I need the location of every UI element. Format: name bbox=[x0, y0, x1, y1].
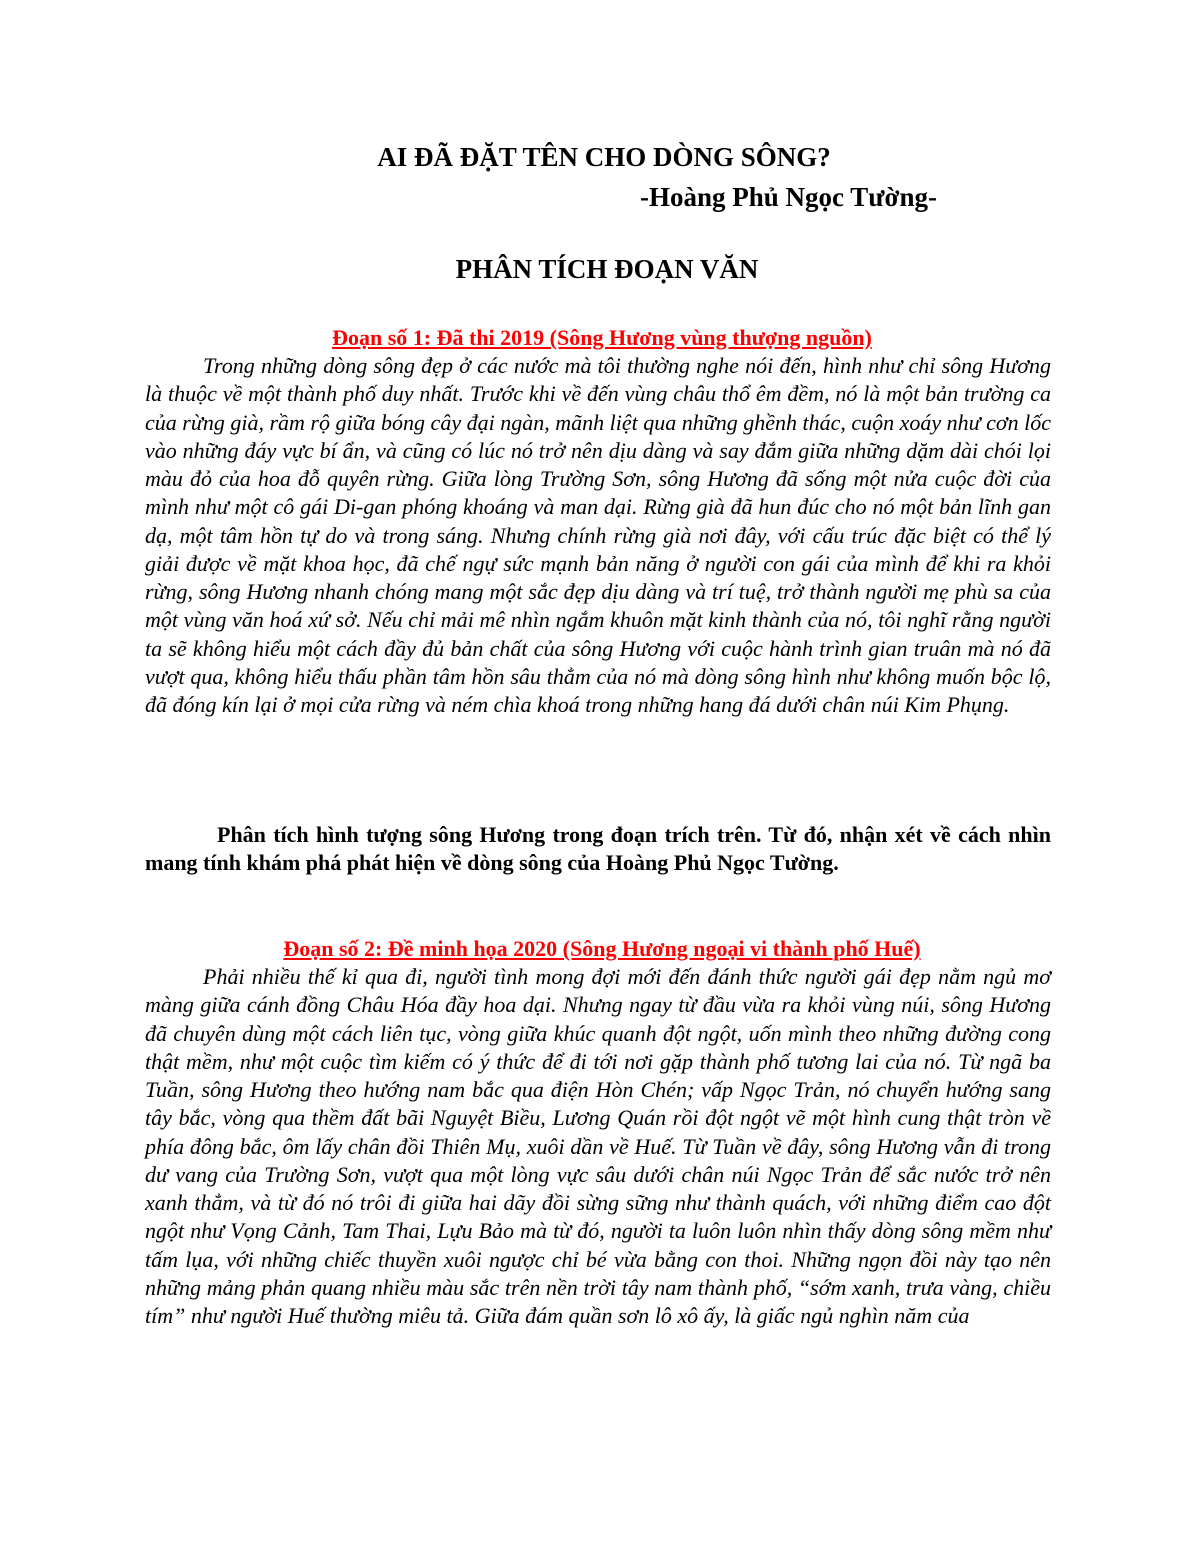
author-line: -Hoàng Phủ Ngọc Tường- bbox=[640, 182, 937, 212]
excerpt-2-text: Phải nhiều thế kỉ qua đi, người tình mong đợi mới đến đánh thức người gái đẹp nằm ngủ mơ màng giữa cánh đồng Châu Hóa đầy hoa dại. Nhưng ngay từ đầu vừa ra khỏi vùng núi, sông Hương đã chuyên dùng một cách liên tục, vòng giữa khúc quanh đột ngột, uốn mình theo những đường cong thật mềm, như một cuộc tìm kiếm có ý thức để đi tới nơi gặp thành phố tương lai của nó. Từ ngã ba Tuần, sông Hương theo hướng nam bắc qua điện Hòn Chén; vấp Ngọc Trản, nó chuyển hướng sang tây bắc, vòng qua thềm đất bãi Nguyệt Biều, Lương Quán rồi đột ngột vẽ một hình cung thật tròn về phía đông bắc, ôm lấy chân đồi Thiên Mụ, xuôi dần về Huế. Từ Tuần về đây, sông Hương vẫn đi trong dư vang của Trường Sơn, vượt qua một lòng vực sâu dưới chân núi Ngọc Trản để sắc nước trở nên xanh thẳm, và từ đó nó trôi đi giữa hai dãy đồi sừng sững như thành quách, với những điểm cao đột ngột như Vọng Cảnh, Tam Thai, Lựu Bảo mà từ đó, người ta luôn luôn nhìn thấy dòng sông mềm như tấm lụa, với những chiếc thuyền xuôi ngược chỉ bé vừa bằng con thoi. Những ngọn đồi này tạo nên những mảng phản quang nhiều màu sắc trên nền trời tây nam thành phố, “sớm xanh, trưa vàng, chiều tím” như người Huế thường miêu tả. Giữa đám quần sơn lô xô ấy, là giấc ngủ nghìn năm của bbox=[145, 964, 1051, 1328]
excerpt-1-text: Trong những dòng sông đẹp ở các nước mà tôi thường nghe nói đến, hình như chỉ sông Hương là thuộc về một thành phố duy nhất. Trước khi về đến vùng châu thổ êm đềm, nó là một bản trường ca của rừng già, rầm rộ giữa bóng cây đại ngàn, mãnh liệt qua những ghềnh thác, cuộn xoáy như cơn lốc vào những đáy vực bí ẩn, và cũng có lúc nó trở nên dịu dàng và say đắm giữa những dặm dài chói lọi màu đỏ của hoa đỗ quyên rừng. Giữa lòng Trường Sơn, sông Hương đã sống một nửa cuộc đời của mình như một cô gái Di-gan phóng khoáng và man dại. Rừng già đã hun đúc cho nó một bản lĩnh gan dạ, một tâm hồn tự do và trong sáng. Nhưng chính rừng già nơi đây, với cấu trúc đặc biệt có thể lý giải được về mặt khoa học, đã chế ngự sức mạnh bản năng ở người con gái của mình để khi ra khỏi rừng, sông Hương nhanh chóng mang một sắc đẹp dịu dàng và trí tuệ, trở thành người mẹ phù sa của một vùng văn hoá xứ sở. Nếu chỉ mải mê nhìn ngắm khuôn mặt kinh thành của nó, tôi nghĩ rằng người ta sẽ không hiểu một cách đầy đủ bản chất của sông Hương với cuộc hành trình gian truân mà nó đã vượt qua, không hiểu thấu phần tâm hồn sâu thẳm của nó mà dòng sông hình như không muốn bộc lộ, đã đóng kín lại ở mọi cửa rừng và ném chìa khoá trong những hang đá dưới chân núi Kim Phụng. bbox=[145, 353, 1052, 717]
excerpt-1-heading: Đoạn số 1: Đã thi 2019 (Sông Hương vùng thượng nguồn) bbox=[332, 325, 872, 350]
section-title: PHÂN TÍCH ĐOẠN VĂN bbox=[455, 254, 759, 284]
excerpt-1-task: Phân tích hình tượng sông Hương trong đoạn trích trên. Từ đó, nhận xét về cách nhìn mang tính khám phá phát hiện về dòng sông của Hoàng Phủ Ngọc Tường. bbox=[145, 822, 1051, 876]
excerpt-2-heading: Đoạn số 2: Đề minh họa 2020 (Sông Hương ngoại vi thành phố Huế) bbox=[283, 936, 921, 961]
document-title: AI ĐÃ ĐẶT TÊN CHO DÒNG SÔNG? bbox=[377, 142, 831, 172]
